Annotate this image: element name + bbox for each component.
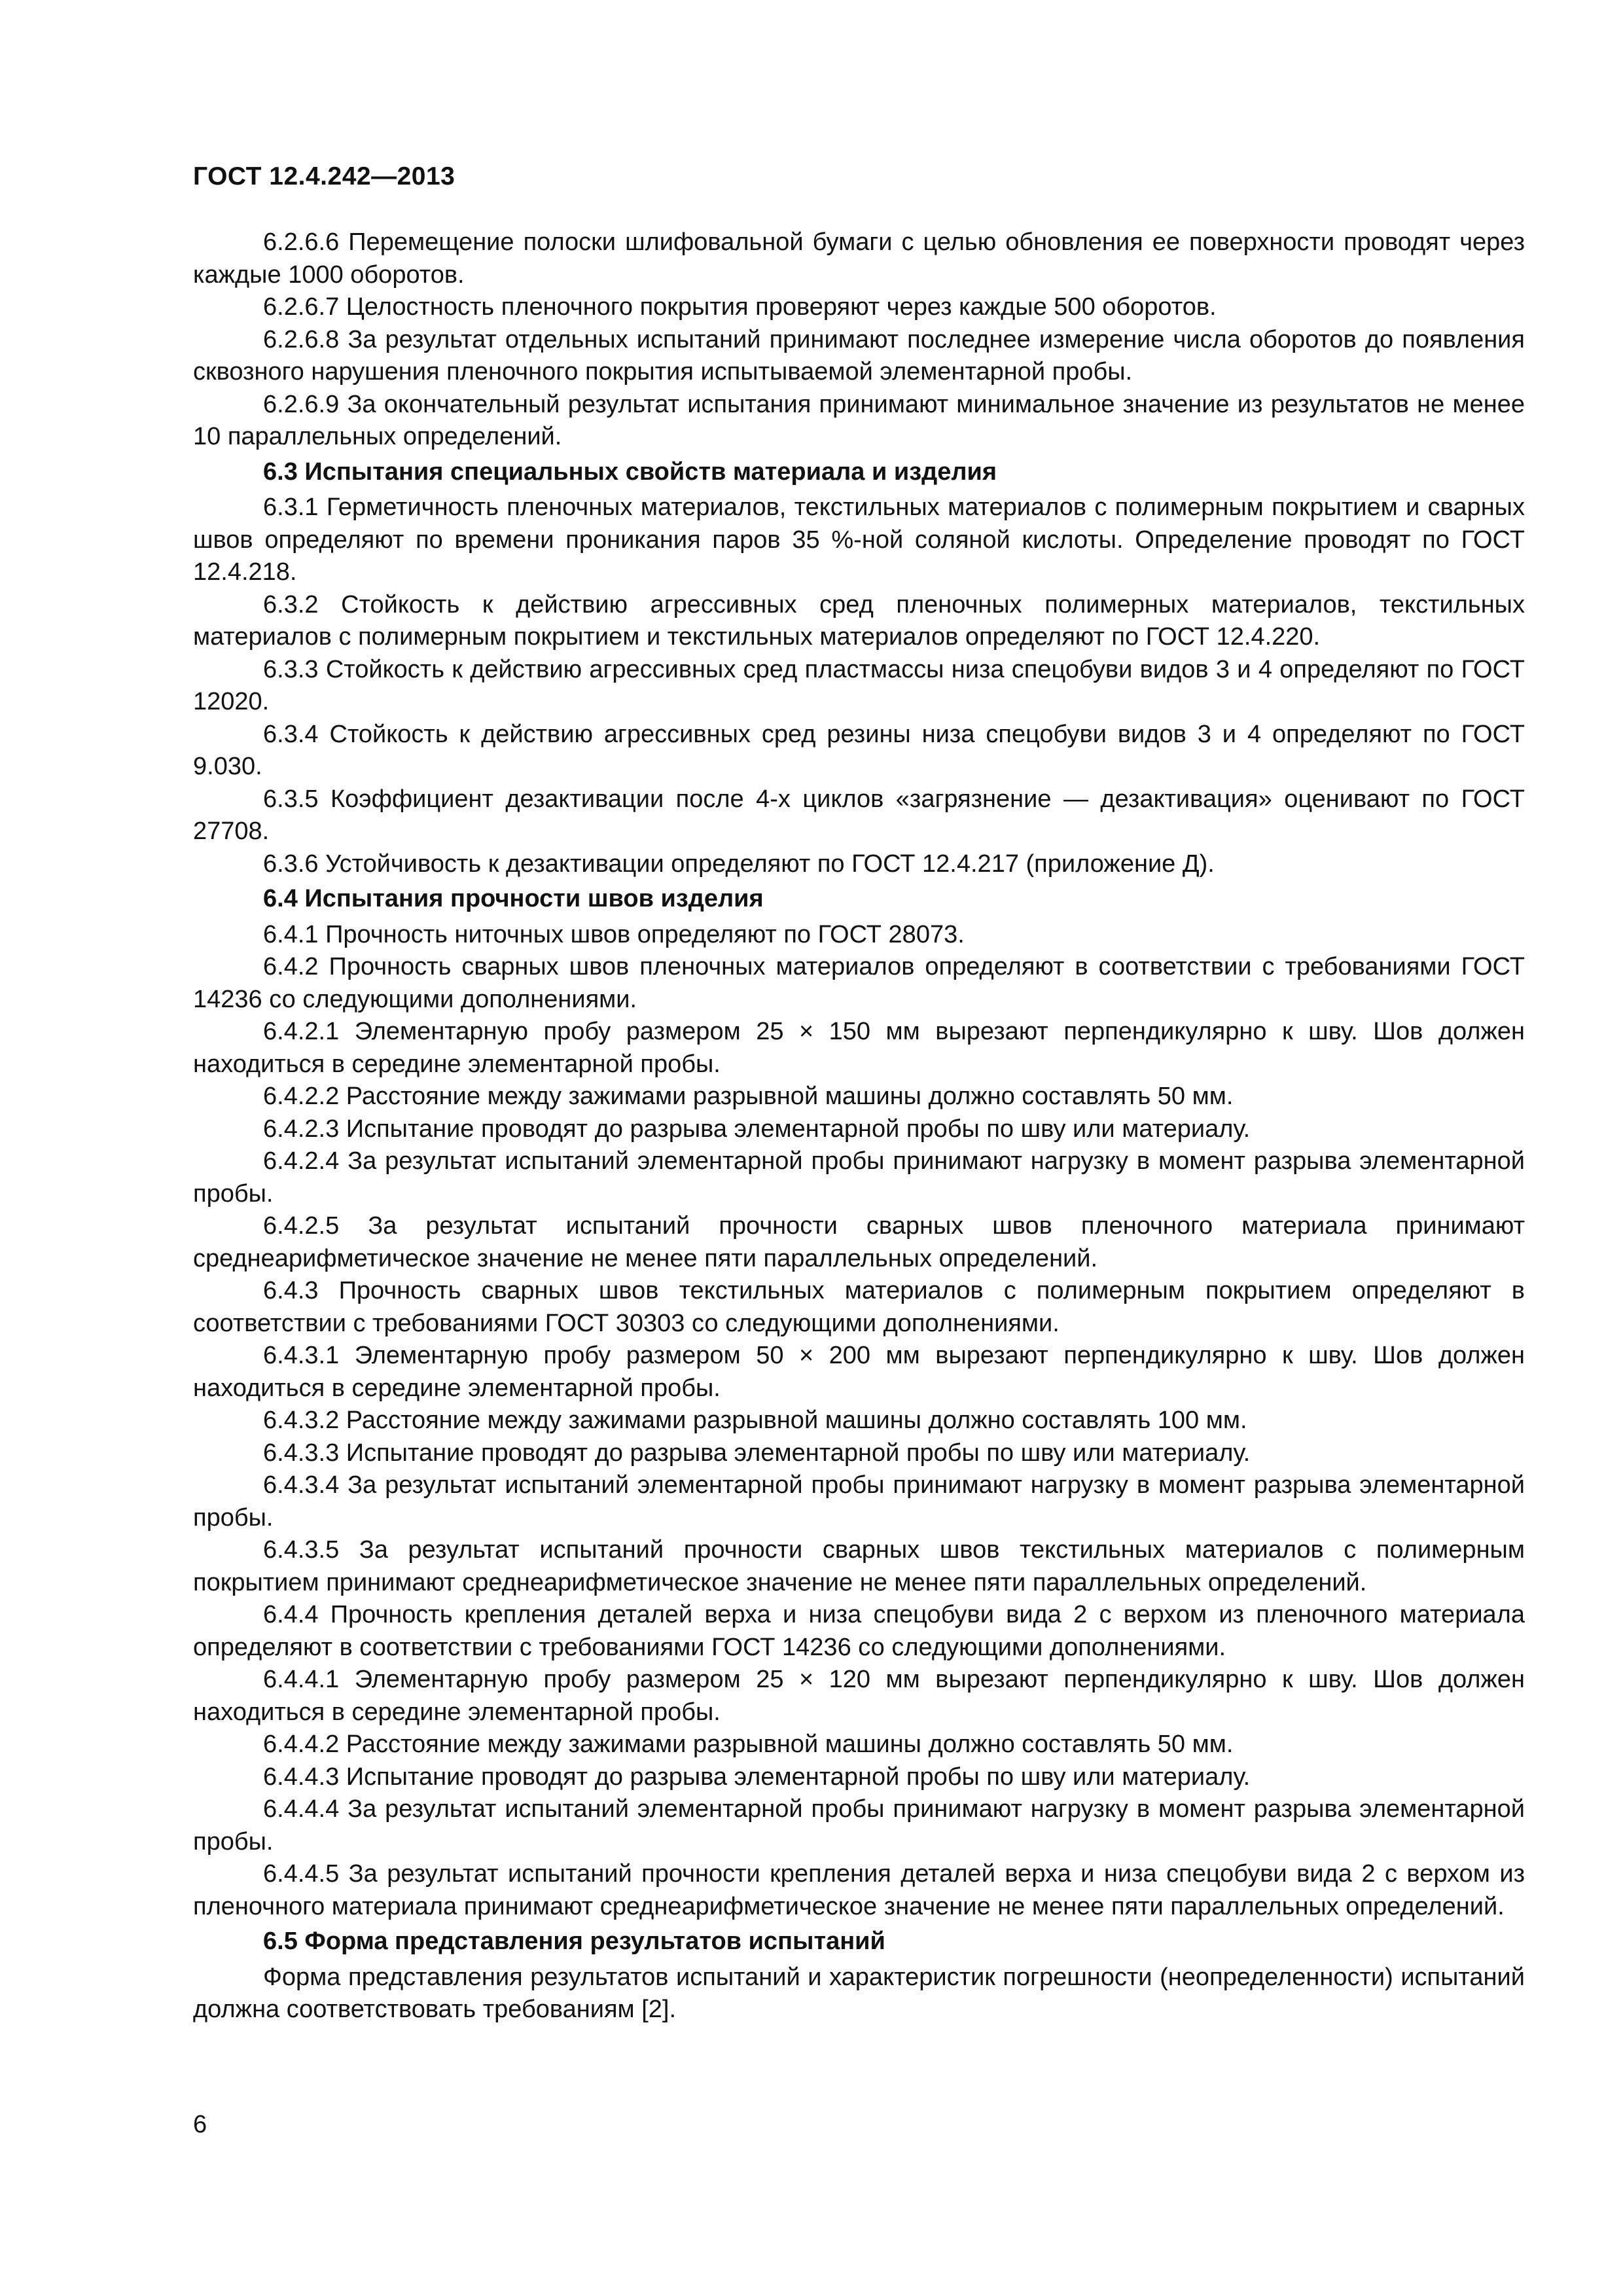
paragraph-6-4-4-5: 6.4.4.5 За результат испытаний прочности крепления деталей верха и низа спецобуви вида 2 с верхом из пленочного материала принимают среднеарифметическое значение не менее пяти параллельных определений. — [193, 1860, 1525, 1920]
paragraph-6-4-1: 6.4.1 Прочность ниточных швов определяют по ГОСТ 28073. — [263, 920, 965, 948]
paragraph-6-3-4: 6.3.4 Стойкость к действию агрессивных сред резины низа спецобуви видов 3 и 4 определяют по ГОСТ 9.030. — [193, 720, 1525, 780]
paragraph-6-5: Форма представления результатов испытаний и характеристик погрешности (неопределенности) испытаний должна соответствовать требованиям [2]. — [193, 1963, 1525, 2023]
paragraph-6-3-5: 6.3.5 Коэффициент дезактивации после 4-х циклов «загрязнение — дезактивация» оценивают по ГОСТ 27708. — [193, 785, 1525, 845]
paragraph-6-4-3-2: 6.4.3.2 Расстояние между зажимами разрывной машины должно составлять 100 мм. — [263, 1407, 1247, 1434]
paragraph-6-4-4-1: 6.4.4.1 Элементарную пробу размером 25 × 120 мм вырезают перпендикулярно к шву. Шов должен находиться в середине элементарной пробы. — [193, 1666, 1525, 1726]
paragraph-6-4-2-4: 6.4.2.4 За результат испытаний элементарной пробы принимают нагрузку в момент разрыва элементарной пробы. — [193, 1147, 1525, 1208]
paragraph-6-4-4: 6.4.4 Прочность крепления деталей верха и низа спецобуви вида 2 с верхом из пленочного материала определяют в соответствии с требованиями ГОСТ 14236 со следующими дополнениями. — [193, 1601, 1525, 1661]
paragraph-6-2-6-8: 6.2.6.8 За результат отдельных испытаний принимают последнее измерение числа оборотов до появления сквозного нарушения пленочного покрытия испытываемой элементарной пробы. — [193, 325, 1525, 386]
paragraph-6-3-3: 6.3.3 Стойкость к действию агрессивных сред пластмассы низа спецобуви видов 3 и 4 определяют по ГОСТ 12020. — [193, 655, 1525, 715]
section-heading-6-3: 6.3 Испытания специальных свойств материала и изделия — [263, 457, 997, 486]
paragraph-6-4-2-2: 6.4.2.2 Расстояние между зажимами разрывной машины должно составлять 50 мм. — [263, 1083, 1234, 1110]
paragraph-6-4-2-3: 6.4.2.3 Испытание проводят до разрыва элементарной пробы по шву или материалу. — [263, 1115, 1251, 1143]
paragraph-6-4-2-1: 6.4.2.1 Элементарную пробу размером 25 × 150 мм вырезают перпендикулярно к шву. Шов должен находиться в середине элементарной пробы. — [193, 1018, 1525, 1078]
document-code-header: ГОСТ 12.4.242—2013 — [193, 162, 455, 190]
page-number: 6 — [193, 2111, 207, 2138]
document-body — [193, 226, 1525, 2026]
paragraph-6-4-2: 6.4.2 Прочность сварных швов пленочных материалов определяют в соответствии с требованиями ГОСТ 14236 со следующими дополнениями. — [193, 953, 1525, 1013]
paragraph-6-2-6-6: 6.2.6.6 Перемещение полоски шлифовальной бумаги с целью обновления ее поверхности проводят через каждые 1000 оборотов. — [193, 228, 1525, 289]
paragraph-6-2-6-9: 6.2.6.9 За окончательный результат испытания принимают минимальное значение из результатов не менее 10 параллельных определений. — [193, 390, 1525, 450]
paragraph-6-4-3: 6.4.3 Прочность сварных швов текстильных материалов с полимерным покрытием определяют в соответствии с требованиями ГОСТ 30303 со следующими дополнениями. — [193, 1277, 1525, 1337]
paragraph-6-4-3-1: 6.4.3.1 Элементарную пробу размером 50 × 200 мм вырезают перпендикулярно к шву. Шов должен находиться в середине элементарной пробы. — [193, 1342, 1525, 1402]
paragraph-6-4-3-3: 6.4.3.3 Испытание проводят до разрыва элементарной пробы по шву или материалу. — [263, 1439, 1251, 1467]
section-heading-6-5: 6.5 Форма представления результатов испытаний — [263, 1928, 885, 1955]
paragraph-6-4-4-4: 6.4.4.4 За результат испытаний элементарной пробы принимают нагрузку в момент разрыва элементарной пробы. — [193, 1795, 1525, 1856]
paragraph-6-4-3-5: 6.4.3.5 За результат испытаний прочности сварных швов текстильных материалов с полимерным покрытием принимают среднеарифметическое значение не менее пяти параллельных определений. — [193, 1536, 1525, 1596]
paragraph-6-4-2-5: 6.4.2.5 За результат испытаний прочности сварных швов пленочного материала принимают среднеарифметическое значение не менее пяти параллельных определений. — [193, 1212, 1525, 1272]
paragraph-6-3-1: 6.3.1 Герметичность пленочных материалов, текстильных материалов с полимерным покрытием и сварных швов определяют по времени проникания паров 35 %-ной соляной кислоты. Определение проводят по ГОСТ 12.4.218. — [193, 493, 1525, 586]
paragraph-6-2-6-7: 6.2.6.7 Целостность пленочного покрытия проверяют через каждые 500 оборотов. — [263, 293, 1217, 321]
paragraph-6-3-6: 6.3.6 Устойчивость к дезактивации определяют по ГОСТ 12.4.217 (приложение Д). — [263, 850, 1215, 878]
paragraph-6-4-4-2: 6.4.4.2 Расстояние между зажимами разрывной машины должно составлять 50 мм. — [263, 1731, 1234, 1758]
section-heading-6-4: 6.4 Испытания прочности швов изделия — [263, 885, 764, 912]
paragraph-6-3-2: 6.3.2 Стойкость к действию агрессивных сред пленочных полимерных материалов, текстильных материалов с полимерным покрытием и текстильных материалов определяют по ГОСТ 12.4.220. — [193, 590, 1525, 651]
paragraph-6-4-3-4: 6.4.3.4 За результат испытаний элементарной пробы принимают нагрузку в момент разрыва элементарной пробы. — [193, 1471, 1525, 1532]
paragraph-6-4-4-3: 6.4.4.3 Испытание проводят до разрыва элементарной пробы по шву или материалу. — [263, 1763, 1251, 1791]
